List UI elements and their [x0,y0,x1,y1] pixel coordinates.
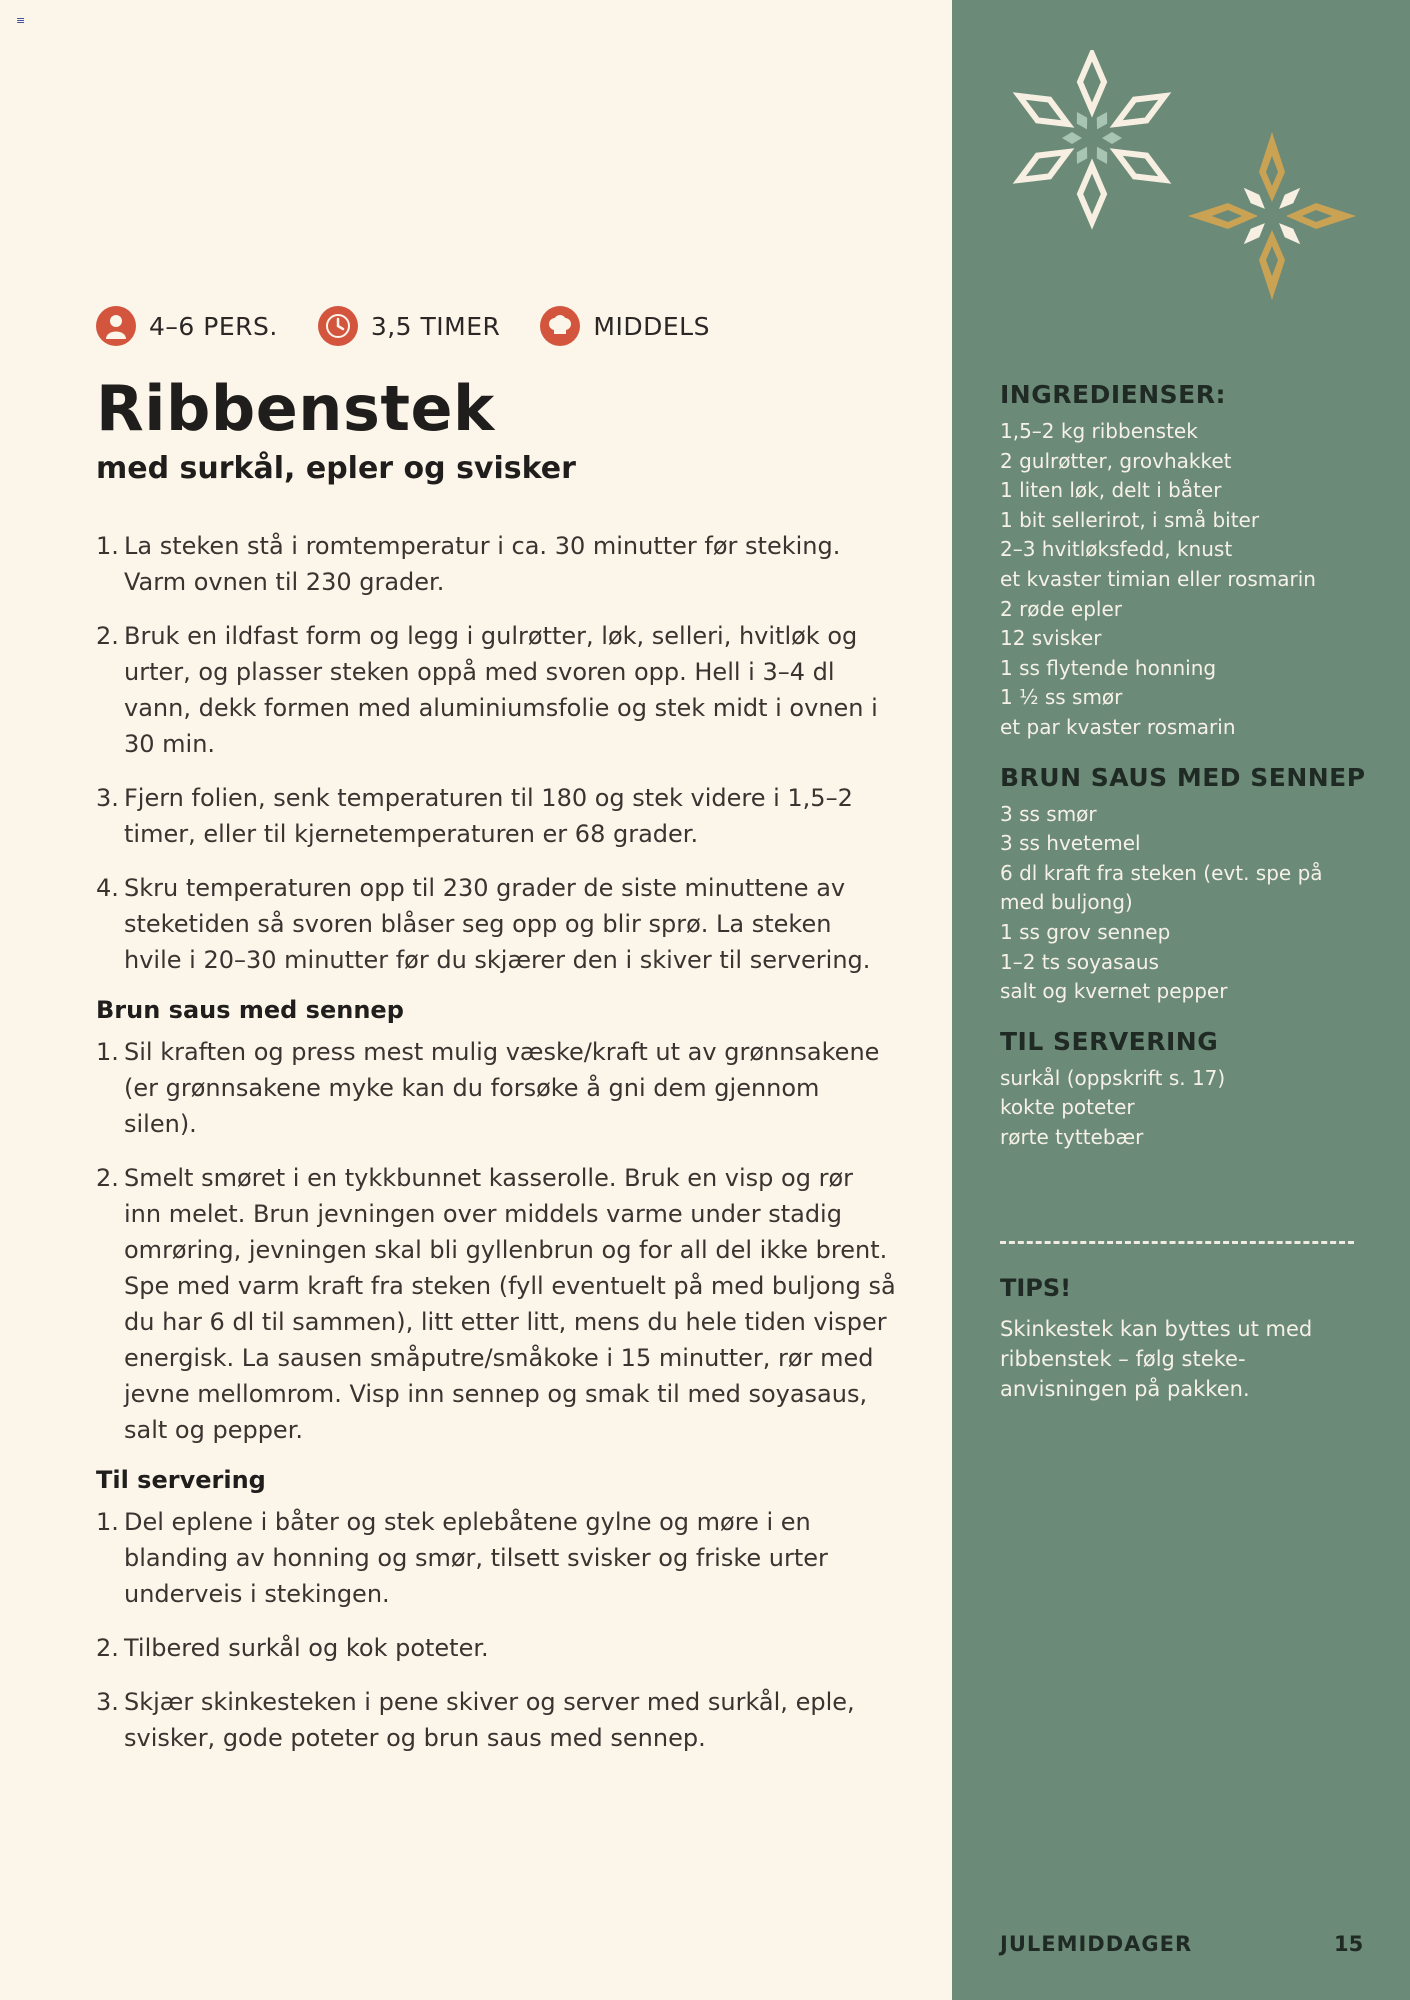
meta-difficulty [540,306,710,346]
ingredients-title: INGREDIENSER: [1000,380,1226,409]
gold-star [1188,132,1356,300]
instructions [96,528,896,1774]
serving-items-list [1000,1064,1370,1153]
list-item: et par kvaster rosmarin [1000,714,1236,739]
tips-text: Skinkestek kan byttes ut med ribbenstek – følg steke-anvisningen på pakken. [1000,1317,1313,1401]
list-item: 1. Del eplene i båter og stek eplebåtene gylne og møre i en blanding av honning og smør, tilsett svisker og friske urter underveis i stekingen. [96,1508,828,1608]
sauce-ingredients-title: BRUN SAUS MED SENNEP [1000,762,1366,792]
page-subtitle: med surkål, epler og svisker [96,451,576,486]
dashed-divider [1000,1241,1354,1244]
list-item: 1 ss flytende honning [1000,655,1217,680]
list-item: 3 ss hvetemel [1000,831,1141,856]
list-item: 1. La steken stå i romtemperatur i ca. 30 minutter før steking. Varm ovnen til 230 grader. [96,532,841,596]
list-item: 1. Sil kraften og press mest mulig væske/kraft ut av grønnsakene (er grønnsakene myke kan du forsøke å gni dem gjennom silen). [96,1038,880,1138]
main-steps-list [96,528,896,978]
page-title: Ribbenstek [96,372,495,445]
list-item: 2. Bruk en ildfast form og legg i gulrøtter, løk, selleri, hvitløk og urter, og plasser steken oppå med svoren opp. Hell i 3–4 dl vann, dekk formen med aluminiumsfolie og stek midt i ovnen i 30 min. [96,622,878,758]
ingredients-list [1000,417,1370,743]
list-item: 3. Fjern folien, senk temperaturen til 180 og stek videre i 1,5–2 timer, eller til kjernetemperaturen er 68 grader. [96,784,853,848]
recipe-meta [96,306,710,346]
star-ornament-icon [992,50,1392,310]
list-item: 1 ½ ss smør [1000,685,1123,710]
list-item: 2–3 hvitløksfedd, knust [1000,537,1233,562]
difficulty-text: MIDDELS [593,311,710,341]
sauce-steps-list [96,1034,896,1448]
ingredients-sidebar [1000,380,1370,1172]
meta-time [318,306,501,346]
list-item: salt og kvernet pepper [1000,979,1228,1004]
meta-servings [96,306,278,346]
list-item: 4. Skru temperaturen opp til 230 grader de siste minuttene av steketiden så svoren blåser seg opp og blir sprø. La steken hvile i 20–30 minutter før du skjærer den i skiver til servering. [96,874,871,974]
list-item: 1–2 ts soyasaus [1000,949,1159,974]
sauce-heading: Brun saus med sennep [96,996,404,1024]
list-item: et kvaster timian eller rosmarin [1000,566,1316,591]
serving-steps-list [96,1504,896,1756]
list-item: 1 ss grov sennep [1000,919,1171,944]
tips-title: TIPS! [1000,1274,1072,1302]
person-icon [96,306,136,346]
list-item: 6 dl kraft fra steken (evt. spe på [1000,860,1323,885]
list-item: 1 liten løk, delt i båter [1000,478,1222,503]
serving-items-title: TIL SERVERING [1000,1026,1219,1056]
list-item: 2 røde epler [1000,596,1122,621]
cream-star [1013,54,1170,222]
list-item: med buljong) [1000,890,1133,915]
list-item: 2. Tilbered surkål og kok poteter. [96,1634,489,1662]
list-item: 3. Skjær skinkesteken i pene skiver og server med surkål, eple, svisker, gode poteter og brun saus med sennep. [96,1688,855,1752]
page-number: 15 [1334,1932,1364,1956]
servings-text: 4–6 PERS. [149,311,278,341]
time-text: 3,5 TIMER [370,311,501,341]
list-item: 1,5–2 kg ribbenstek [1000,419,1198,443]
menu-icon[interactable]: ≡ [16,14,26,27]
list-item: 2 gulrøtter, grovhakket [1000,448,1232,473]
list-item: rørte tyttebær [1000,1124,1144,1149]
list-item: 1 bit sellerirot, i små biter [1000,507,1260,532]
serving-heading: Til servering [96,1466,266,1494]
clock-icon [318,306,358,346]
list-item: kokte poteter [1000,1095,1135,1120]
list-item: surkål (oppskrift s. 17) [1000,1065,1226,1090]
list-item: 2. Smelt smøret i en tykkbunnet kasserolle. Bruk en visp og rør inn melet. Brun jevningen over middels varme under stadig omrøring, jevningen skal bli gyllenbrun og for all del ikke brent. Spe med varm kraft fra steken (fyll eventuelt på med buljong så du har 6 dl til sammen), litt etter litt, mens du hele tiden visper energisk. La sausen småputre/småkoke i 15 minutter, rør med jevne mellomrom. Visp inn sennep og smak til med soyasaus, salt og pepper. [96,1164,896,1444]
sauce-ingredients-list [1000,800,1370,1007]
footer-section-label: JULEMIDDAGER [1000,1932,1193,1956]
chef-hat-icon [540,306,580,346]
list-item: 12 svisker [1000,626,1102,651]
list-item: 3 ss smør [1000,801,1097,826]
